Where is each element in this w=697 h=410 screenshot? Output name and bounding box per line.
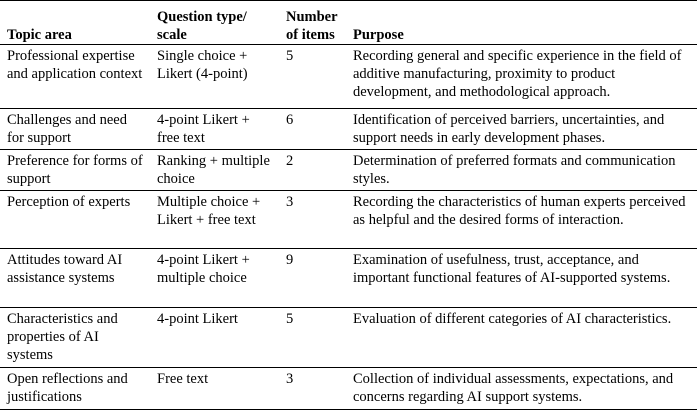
header-row [0, 1, 697, 45]
cell-topic: Perception of experts [0, 191, 150, 249]
cell-item-count: 2 [279, 150, 346, 191]
cell-topic: Challenges and need for support [0, 109, 150, 150]
cell-question-type: 4-point Likert [150, 308, 279, 368]
cell-question-type: Single choice + Likert (4-point) [150, 45, 279, 109]
table-row [0, 150, 697, 191]
table-row [0, 45, 697, 109]
table-row [0, 368, 697, 410]
cell-topic: Open reflections and justifications [0, 368, 150, 410]
cell-topic: Attitudes toward AI assistance systems [0, 249, 150, 308]
cell-item-count: 5 [279, 45, 346, 109]
cell-purpose: Identification of perceived barriers, uncertainties, and support needs in early development phases. [346, 109, 697, 150]
cell-topic: Characteristics and properties of AI systems [0, 308, 150, 368]
table-row [0, 249, 697, 308]
header-number-of-items: Number of items [279, 1, 346, 45]
cell-topic: Preference for forms of support [0, 150, 150, 191]
cell-item-count: 6 [279, 109, 346, 150]
cell-item-count: 5 [279, 308, 346, 368]
cell-purpose: Evaluation of different categories of AI characteristics. [346, 308, 697, 368]
cell-purpose: Examination of usefulness, trust, acceptance, and important functional features of AI-supported systems. [346, 249, 697, 308]
table-body [0, 45, 697, 410]
cell-item-count: 3 [279, 368, 346, 410]
cell-purpose: Recording the characteristics of human experts perceived as helpful and the desired forms of interaction. [346, 191, 697, 249]
header-purpose: Purpose [346, 1, 697, 45]
cell-question-type: 4-point Likert + multiple choice [150, 249, 279, 308]
cell-item-count: 9 [279, 249, 346, 308]
table-header [0, 1, 697, 45]
cell-question-type: 4-point Likert + free text [150, 109, 279, 150]
header-topic-area: Topic area [0, 1, 150, 45]
cell-question-type: Multiple choice + Likert + free text [150, 191, 279, 249]
table-row [0, 109, 697, 150]
cell-purpose: Collection of individual assessments, expectations, and concerns regarding AI support systems. [346, 368, 697, 410]
cell-item-count: 3 [279, 191, 346, 249]
table-row [0, 191, 697, 249]
cell-topic: Professional expertise and application context [0, 45, 150, 109]
table-row [0, 308, 697, 368]
cell-purpose: Determination of preferred formats and communication styles. [346, 150, 697, 191]
cell-question-type: Ranking + multiple choice [150, 150, 279, 191]
cell-purpose: Recording general and specific experience in the field of additive manufacturing, proximity to product development, and methodological approach. [346, 45, 697, 109]
header-question-type: Question type/ scale [150, 1, 279, 45]
cell-question-type: Free text [150, 368, 279, 410]
